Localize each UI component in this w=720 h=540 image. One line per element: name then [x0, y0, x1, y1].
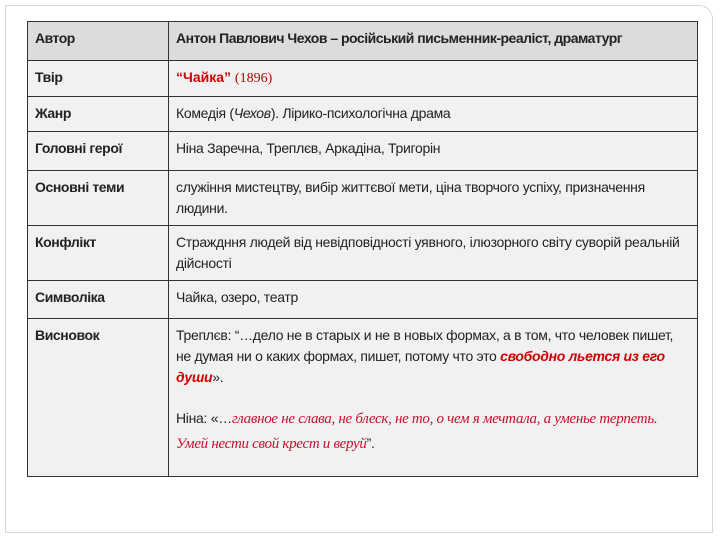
nina-quote	[176, 406, 690, 456]
treplev-quote	[176, 325, 690, 388]
genre-text: Комедія (	[176, 105, 234, 121]
row-key: Твір	[28, 61, 169, 97]
table-row	[28, 132, 698, 171]
row-key: Символіка	[28, 281, 169, 319]
table-row	[28, 97, 698, 132]
row-value: Ніна Заречна, Треплєв, Аркадіна, Тригорін	[169, 132, 698, 171]
row-value: служіння мистецтву, вибір життєвої мети, ціна творчого успіху, призначення людини.	[169, 171, 698, 226]
table-row	[28, 281, 698, 319]
quote-highlight: главное не слава, не блеск, не то, о чем я мечтала, а уменье терпеть. Умей нести свой крест и веруй	[176, 411, 658, 452]
row-key: Автор	[28, 22, 169, 61]
table-row	[28, 171, 698, 226]
genre-text-2: ). Лірико-психологічна драма	[270, 105, 451, 121]
quote-highlight: свободно льется из его души	[176, 348, 665, 385]
row-value: Антон Павлович Чехов – російський письменник-реаліст, драматург	[169, 22, 698, 61]
quote-text: Треплєв: “…дело не в старых и не в новых формах, а в том, что человек пишет, не думая ни о каких формах, пишет, потому что это	[176, 327, 674, 364]
quote-end: ”.	[366, 435, 375, 451]
row-value: Чайка, озеро, театр	[169, 281, 698, 319]
work-year: (1896)	[234, 71, 273, 86]
row-key: Конфлікт	[28, 226, 169, 281]
table-row	[28, 22, 698, 61]
table-row	[28, 319, 698, 477]
row-key: Висновок	[28, 319, 169, 477]
quote-speaker: Ніна: «…	[176, 410, 232, 426]
work-title: “Чайка”	[176, 69, 232, 85]
row-value	[169, 61, 698, 97]
table-row	[28, 226, 698, 281]
row-key: Головні герої	[28, 132, 169, 171]
row-key: Основні теми	[28, 171, 169, 226]
row-key: Жанр	[28, 97, 169, 132]
row-value	[169, 97, 698, 132]
quote-end: ».	[212, 369, 224, 385]
table-row	[28, 61, 698, 97]
row-value	[169, 319, 698, 477]
genre-author: Чехов	[233, 105, 271, 121]
row-value: Страждння людей від невідповідності уявного, ілюзорного світу суворій реальній дійсності	[169, 226, 698, 281]
info-table	[27, 21, 698, 477]
